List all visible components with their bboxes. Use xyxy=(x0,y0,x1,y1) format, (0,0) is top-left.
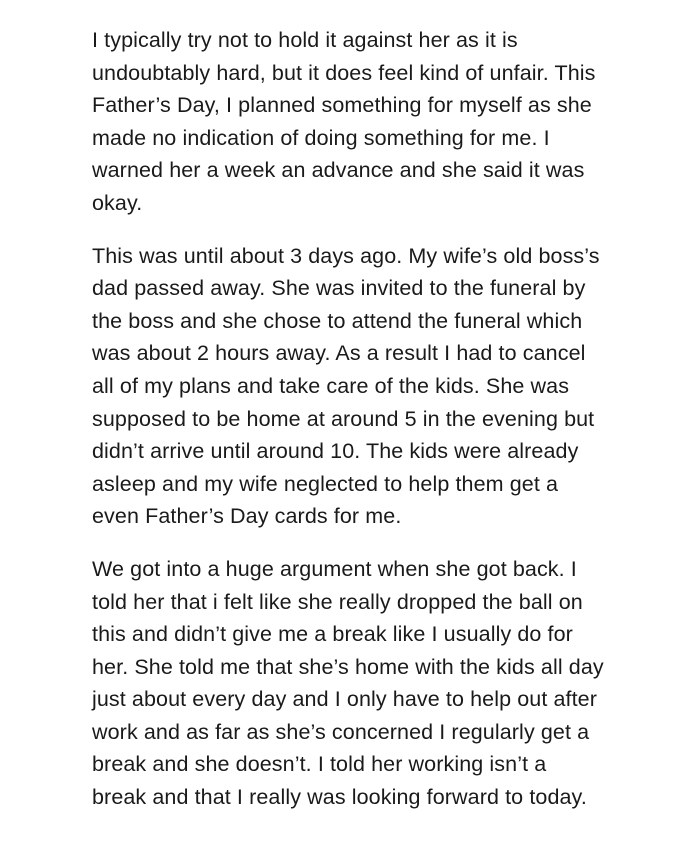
text-line: was about 2 hours away. As a result I had to cancel xyxy=(92,341,586,366)
text-line: okay. xyxy=(92,190,143,215)
text-line: the boss and she chose to attend the funeral which xyxy=(92,308,583,333)
text-line: We got into a huge argument when she got back. I xyxy=(92,556,577,581)
text-line: warned her a week an advance and she said it was xyxy=(92,158,585,183)
paragraph xyxy=(92,240,662,533)
text-line: made no indication of doing something for me. I xyxy=(92,125,550,150)
text-line: break and she doesn’t. I told her working isn’t a xyxy=(92,752,547,777)
story-text xyxy=(92,24,662,834)
text-line: didn’t arrive until around 10. The kids were already xyxy=(92,439,579,464)
text-line: break and that I really was looking forward to today. xyxy=(92,785,587,810)
text-line: I typically try not to hold it against her as it is xyxy=(92,28,518,52)
text-line: told her that i felt like she really dropped the ball on xyxy=(92,589,583,614)
text-line: undoubtably hard, but it does feel kind of unfair. This xyxy=(92,60,596,85)
text-line: Father’s Day, I planned something for myself as she xyxy=(92,93,592,118)
text-line: this and didn’t give me a break like I usually do for xyxy=(92,622,573,647)
text-line: supposed to be home at around 5 in the evening but xyxy=(92,406,595,431)
text-line: dad passed away. She was invited to the funeral by xyxy=(92,276,586,301)
text-line: all of my plans and take care of the kids. She was xyxy=(92,373,570,398)
paragraph xyxy=(92,553,662,814)
text-line: This was until about 3 days ago. My wife’s old boss’s xyxy=(92,243,600,268)
text-line: just about every day and I only have to help out after xyxy=(92,687,598,712)
text-line: her. She told me that she’s home with the kids all day xyxy=(92,654,604,679)
paragraph xyxy=(92,24,662,220)
text-line: asleep and my wife neglected to help them get a xyxy=(92,471,559,496)
text-line: work and as far as she’s concerned I regularly get a xyxy=(92,719,590,744)
text-line: even Father’s Day cards for me. xyxy=(92,504,402,529)
